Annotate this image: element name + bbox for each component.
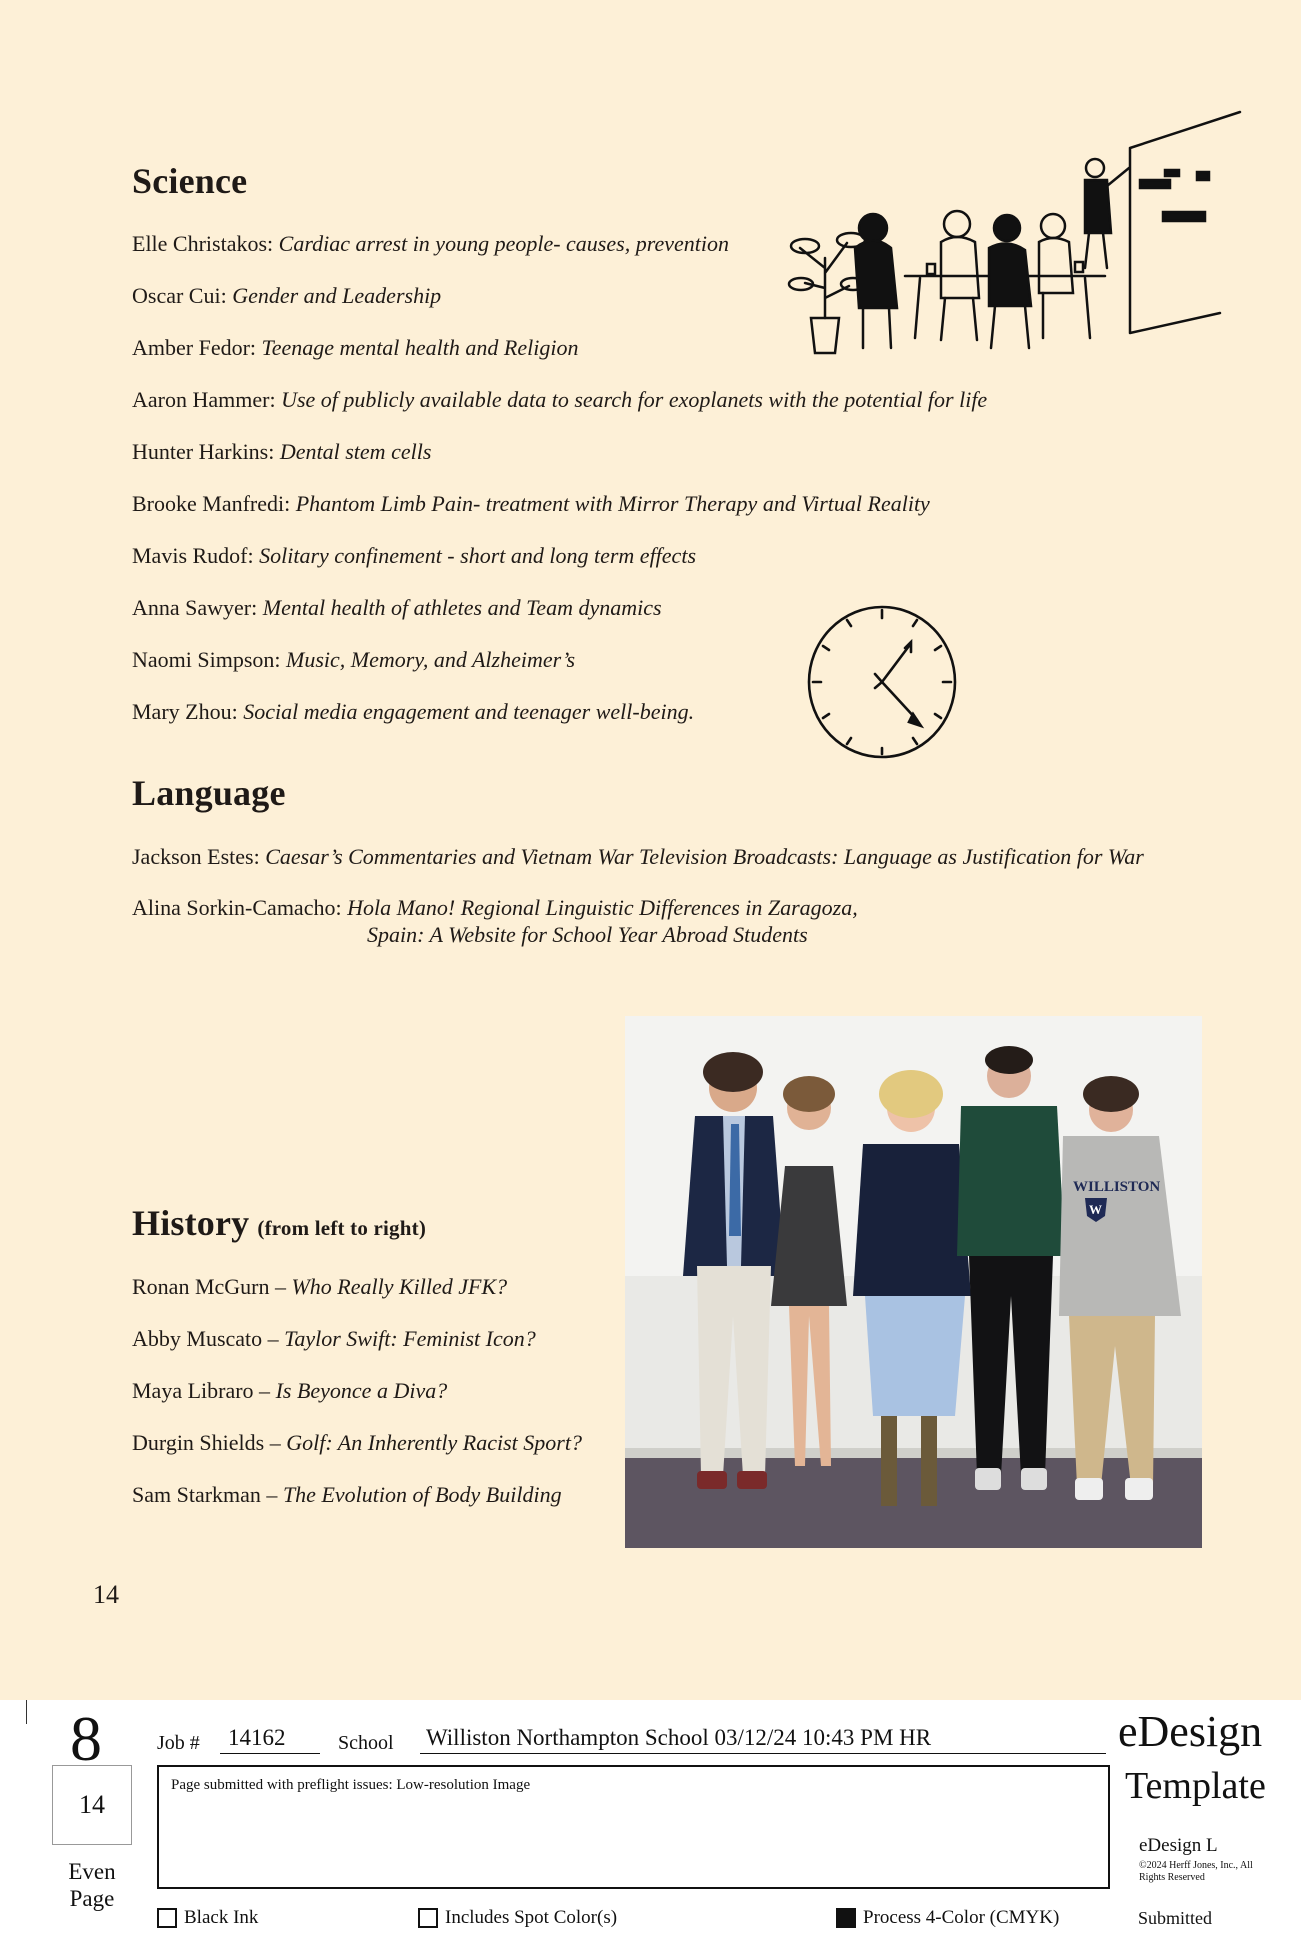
school-value: Williston Northampton School 03/12/24 10:43 PM HR xyxy=(426,1725,932,1750)
science-entry: Mavis Rudof: Solitary confinement - short and long term effects xyxy=(132,543,696,568)
science-entry: Mary Zhou: Social media engagement and teenager well-being. xyxy=(132,699,695,724)
meeting-illustration xyxy=(785,108,1245,358)
brand-edesign: eDesign xyxy=(1118,1707,1263,1756)
status-label: Submitted xyxy=(1138,1908,1213,1928)
job-number: 14162 xyxy=(228,1725,286,1750)
clock-illustration xyxy=(805,602,959,762)
history-entry: Abby Muscato – Taylor Swift: Feminist Icon? xyxy=(132,1326,536,1351)
spot-color-checkbox[interactable] xyxy=(418,1908,438,1928)
science-entry: Brooke Manfredi: Phantom Limb Pain- treatment with Mirror Therapy and Virtual Reality xyxy=(132,491,930,516)
edition-label: eDesign L xyxy=(1139,1835,1218,1856)
school-underline xyxy=(420,1753,1106,1754)
group-photo xyxy=(625,1016,1202,1548)
language-entry: Alina Sorkin-Camacho: Hola Mano! Regional Linguistic Differences in Zaragoza, xyxy=(132,895,858,920)
science-entry: Anna Sawyer: Mental health of athletes and Team dynamics xyxy=(132,595,662,620)
science-entry: Elle Christakos: Cardiac arrest in young people- causes, prevention xyxy=(132,231,729,256)
copyright: ©2024 Herff Jones, Inc., All Rights Reserved xyxy=(1139,1860,1253,1883)
history-subheading: (from left to right) xyxy=(257,1216,427,1240)
spot-color-label: Includes Spot Color(s) xyxy=(445,1907,618,1928)
process-color-label: Process 4-Color (CMYK) xyxy=(863,1907,1060,1928)
history-entry: Maya Libraro – Is Beyonce a Diva? xyxy=(132,1378,448,1403)
edesign-footer xyxy=(0,1700,1301,1951)
language-entry: Jackson Estes: Caesar’s Commentaries and Vietnam War Television Broadcasts: Language as Justification for War xyxy=(132,844,1144,869)
photo-logo-text: WILLISTON xyxy=(1073,1179,1161,1195)
school-label: School xyxy=(338,1732,394,1754)
brand-template: Template xyxy=(1125,1765,1266,1807)
history-entry: Durgin Shields – Golf: An Inherently Racist Sport? xyxy=(132,1430,582,1455)
job-underline xyxy=(220,1753,320,1754)
science-entry: Naomi Simpson: Music, Memory, and Alzheimer’s xyxy=(132,647,576,672)
crop-mark xyxy=(26,1700,27,1724)
page-side-label: Even Page xyxy=(68,1859,116,1911)
history-heading: History (from left to right) xyxy=(132,1203,427,1243)
history-entry: Ronan McGurn – Who Really Killed JFK? xyxy=(132,1274,508,1299)
page-box: 14 xyxy=(52,1765,132,1845)
language-entry-continued: Spain: A Website for School Year Abroad Students xyxy=(367,922,808,947)
science-entry: Amber Fedor: Teenage mental health and Religion xyxy=(132,335,579,360)
science-entry: Aaron Hammer: Use of publicly available data to search for exoplanets with the potential for life xyxy=(132,387,988,412)
black-ink-checkbox[interactable] xyxy=(157,1908,177,1928)
page-number: 14 xyxy=(93,1580,119,1609)
job-label: Job # xyxy=(157,1732,200,1754)
process-color-checkbox[interactable] xyxy=(836,1908,856,1928)
language-heading: Language xyxy=(132,773,286,813)
science-entry: Oscar Cui: Gender and Leadership xyxy=(132,283,442,308)
sheet-number: 8 xyxy=(70,1703,102,1774)
history-entry: Sam Starkman – The Evolution of Body Building xyxy=(132,1482,562,1507)
science-heading: Science xyxy=(132,161,248,201)
photo-logo-letter: W xyxy=(1089,1202,1102,1217)
science-entry: Hunter Harkins: Dental stem cells xyxy=(132,439,432,464)
preflight-notes-box xyxy=(157,1765,1110,1889)
preflight-notes: Page submitted with preflight issues: Low-resolution Image xyxy=(171,1777,531,1793)
black-ink-label: Black Ink xyxy=(184,1907,259,1928)
